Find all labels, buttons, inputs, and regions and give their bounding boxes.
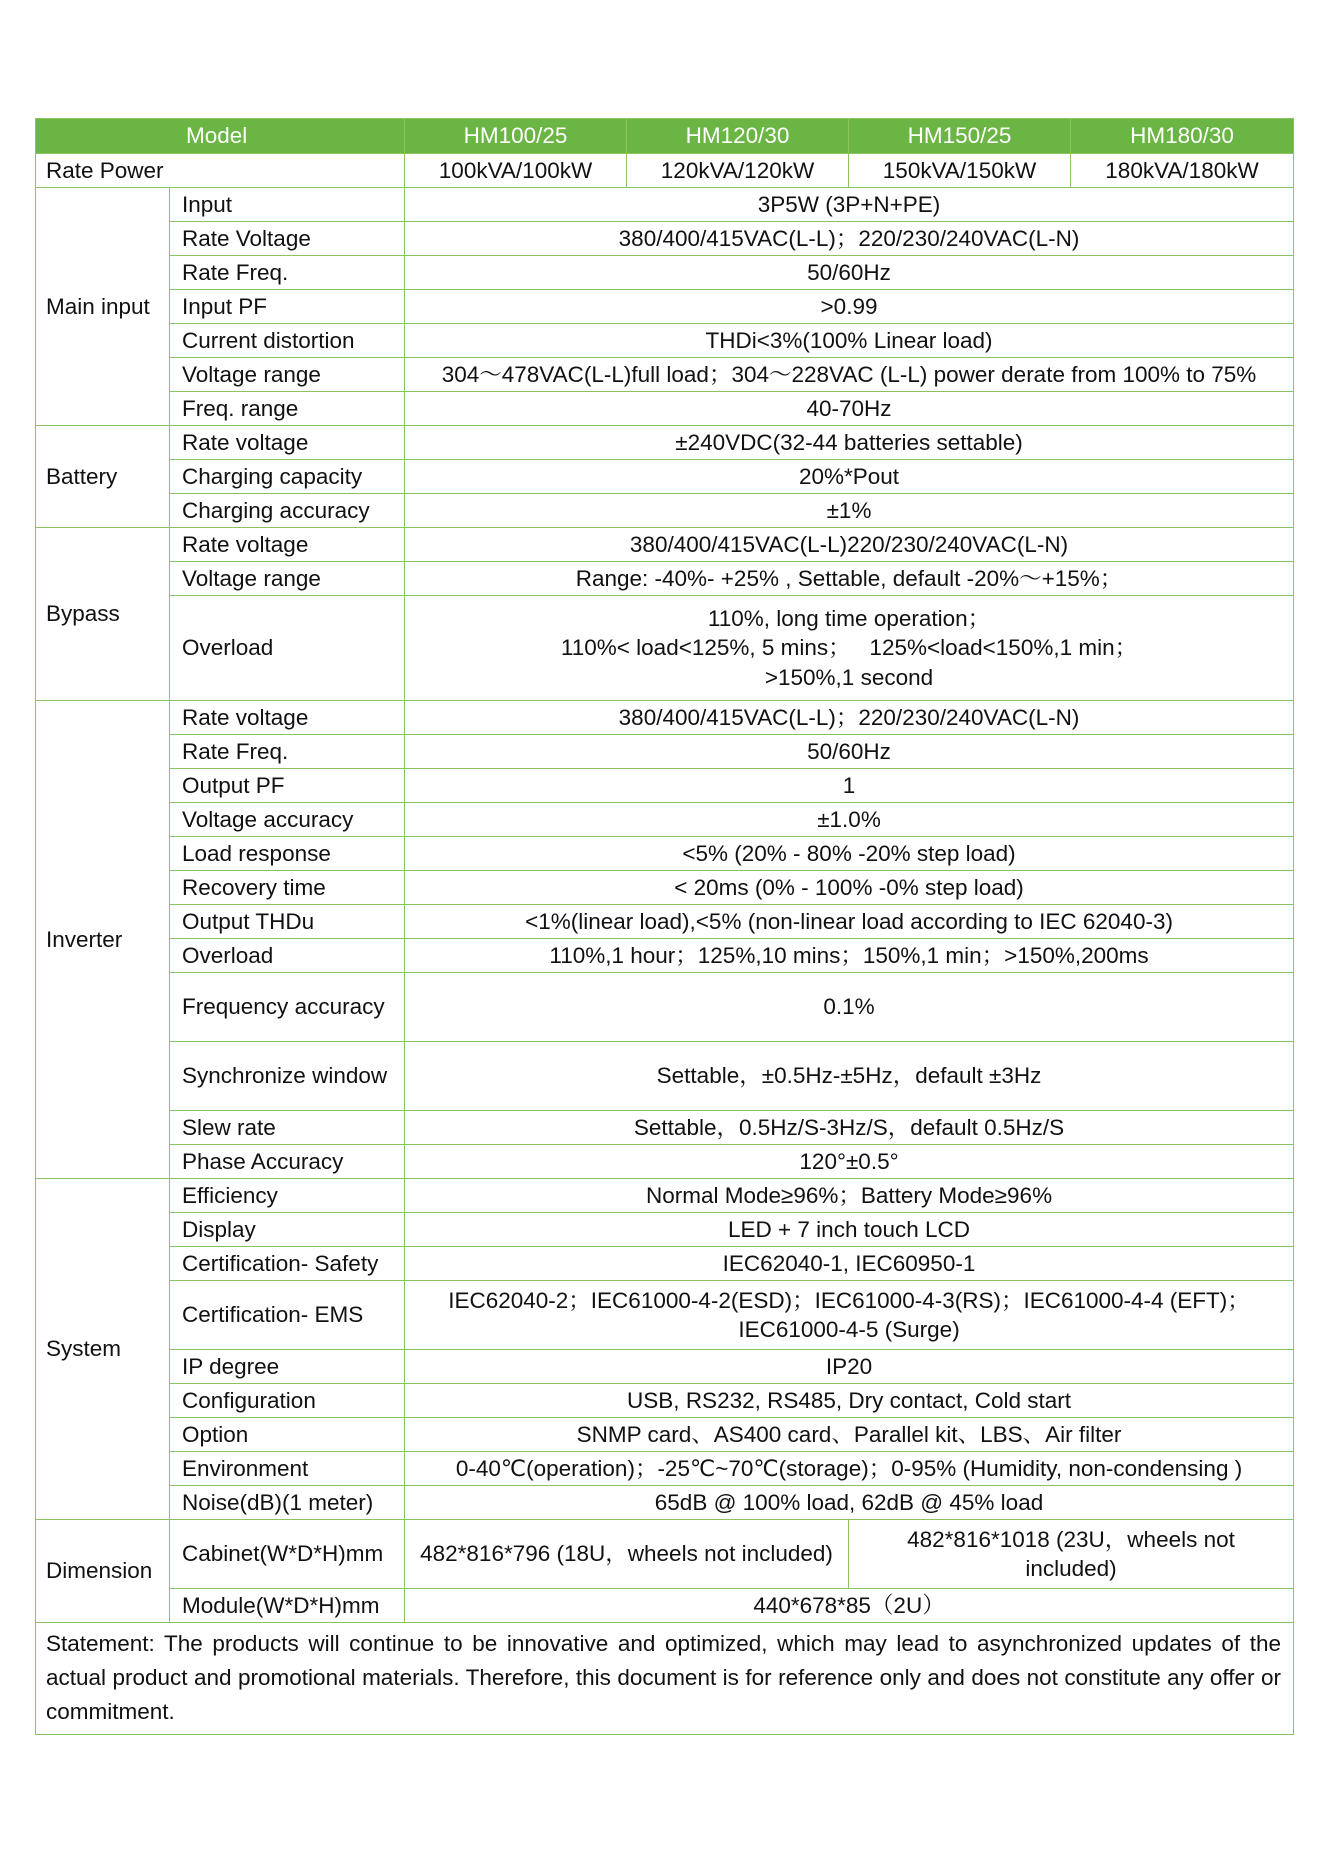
param-value: IEC62040-1, IEC60950-1 — [405, 1247, 1294, 1281]
param-label: Output THDu — [170, 905, 405, 939]
spec-row — [36, 222, 1294, 256]
param-value: 380/400/415VAC(L-L)220/230/240VAC(L-N) — [405, 528, 1294, 562]
spec-row — [36, 939, 1294, 973]
model-hm120-30: HM120/30 — [627, 119, 849, 154]
spec-row — [36, 596, 1294, 701]
cabinet-value-large: 482*816*1018 (23U，wheels not included) — [849, 1520, 1294, 1589]
spec-row — [36, 1589, 1294, 1623]
param-label: Efficiency — [170, 1179, 405, 1213]
spec-row — [36, 1486, 1294, 1520]
spec-row — [36, 460, 1294, 494]
spec-row — [36, 871, 1294, 905]
param-label: Input — [170, 188, 405, 222]
spec-row — [36, 837, 1294, 871]
rate-power-value: 180kVA/180kW — [1071, 154, 1294, 188]
param-value: IP20 — [405, 1350, 1294, 1384]
param-label: Charging capacity — [170, 460, 405, 494]
category-main-input: Main input — [36, 188, 170, 426]
spec-row — [36, 494, 1294, 528]
param-value: 0-40℃(operation)；-25℃~70℃(storage)；0-95% (Humidity, non-condensing ) — [405, 1452, 1294, 1486]
param-value: 20%*Pout — [405, 460, 1294, 494]
param-label — [170, 1042, 405, 1111]
spec-row — [36, 256, 1294, 290]
model-hm180-30: HM180/30 — [1071, 119, 1294, 154]
spec-row — [36, 290, 1294, 324]
param-value: ±1% — [405, 494, 1294, 528]
param-value: 50/60Hz — [405, 735, 1294, 769]
spec-row — [36, 701, 1294, 735]
param-value: 304～478VAC(L-L)full load；304～228VAC (L-L) power derate from 100% to 75% — [405, 358, 1294, 392]
param-value: 0.1% — [405, 973, 1294, 1042]
param-value: 1 — [405, 769, 1294, 803]
param-value: Settable，±0.5Hz-±5Hz，default ±3Hz — [405, 1042, 1294, 1111]
spec-row — [36, 905, 1294, 939]
param-value: 440*678*85（2U） — [405, 1589, 1294, 1623]
param-label: Overload — [170, 596, 405, 701]
spec-row — [36, 1418, 1294, 1452]
param-value: 40-70Hz — [405, 392, 1294, 426]
spec-row — [36, 1281, 1294, 1350]
value-line: IEC62040-2；IEC61000-4-2(ESD)；IEC61000-4-3(RS)；IEC61000-4-4 (EFT)； — [448, 1287, 1250, 1313]
param-value: 380/400/415VAC(L-L)；220/230/240VAC(L-N) — [405, 701, 1294, 735]
category-dimension: Dimension — [36, 1520, 170, 1623]
param-value: 120°±0.5° — [405, 1145, 1294, 1179]
param-label: Rate voltage — [170, 426, 405, 460]
statement-row — [36, 1623, 1294, 1735]
rate-power-label: Rate Power — [36, 154, 405, 188]
param-value: 110%,1 hour；125%,10 mins；150%,1 min；>150%,200ms — [405, 939, 1294, 973]
param-line: accuracy — [294, 994, 385, 1020]
param-label: Display — [170, 1213, 405, 1247]
param-label: Input PF — [170, 290, 405, 324]
param-value: 380/400/415VAC(L-L)；220/230/240VAC(L-N) — [405, 222, 1294, 256]
param-label: Certification- EMS — [170, 1281, 405, 1350]
param-label: Environment — [170, 1452, 405, 1486]
param-label: Voltage range — [170, 358, 405, 392]
param-value: SNMP card、AS400 card、Parallel kit、LBS、Air filter — [405, 1418, 1294, 1452]
param-value: <5% (20% - 80% -20% step load) — [405, 837, 1294, 871]
param-label: Freq. range — [170, 392, 405, 426]
param-label: Rate Freq. — [170, 735, 405, 769]
spec-row — [36, 1111, 1294, 1145]
param-label: Voltage accuracy — [170, 803, 405, 837]
param-label: Charging accuracy — [170, 494, 405, 528]
param-label: Option — [170, 1418, 405, 1452]
param-label: Cabinet(W*D*H)mm — [170, 1520, 405, 1589]
param-label: Configuration — [170, 1384, 405, 1418]
param-label: Certification- Safety — [170, 1247, 405, 1281]
spec-row — [36, 1247, 1294, 1281]
param-value: < 20ms (0% - 100% -0% step load) — [405, 871, 1294, 905]
spec-table — [35, 118, 1294, 1735]
param-value — [405, 596, 1294, 701]
param-label — [170, 973, 405, 1042]
param-value — [405, 1281, 1294, 1350]
value-line: 110%, long time operation； — [707, 606, 991, 632]
param-value: THDi<3%(100% Linear load) — [405, 324, 1294, 358]
value-line: IEC61000-4-5 (Surge) — [738, 1317, 960, 1342]
spec-row — [36, 1145, 1294, 1179]
spec-row — [36, 803, 1294, 837]
rate-power-value: 100kVA/100kW — [405, 154, 627, 188]
param-label: Recovery time — [170, 871, 405, 905]
param-value: <1%(linear load),<5% (non-linear load according to IEC 62040-3) — [405, 905, 1294, 939]
spec-row — [36, 1350, 1294, 1384]
value-line: 110%< load<125%, 5 mins； 125%<load<150%,1 min； — [560, 635, 1138, 661]
spec-row — [36, 1452, 1294, 1486]
param-label: IP degree — [170, 1350, 405, 1384]
spec-row — [36, 1384, 1294, 1418]
spec-row — [36, 562, 1294, 596]
param-value: >0.99 — [405, 290, 1294, 324]
category-bypass: Bypass — [36, 528, 170, 701]
spec-row — [36, 973, 1294, 1042]
param-label: Output PF — [170, 769, 405, 803]
spec-row — [36, 426, 1294, 460]
param-label: Overload — [170, 939, 405, 973]
value-line: >150%,1 second — [764, 664, 934, 690]
param-line: window — [312, 1063, 388, 1089]
param-value: ±1.0% — [405, 803, 1294, 837]
rate-power-value: 150kVA/150kW — [849, 154, 1071, 188]
spec-row — [36, 769, 1294, 803]
spec-row — [36, 1213, 1294, 1247]
category-system: System — [36, 1179, 170, 1520]
param-value: Settable，0.5Hz/S-3Hz/S，default 0.5Hz/S — [405, 1111, 1294, 1145]
param-label: Current distortion — [170, 324, 405, 358]
category-battery: Battery — [36, 426, 170, 528]
cabinet-value-small: 482*816*796 (18U，wheels not included) — [405, 1520, 849, 1589]
param-value: ±240VDC(32-44 batteries settable) — [405, 426, 1294, 460]
spec-row — [36, 1042, 1294, 1111]
param-value: Normal Mode≥96%；Battery Mode≥96% — [405, 1179, 1294, 1213]
category-inverter: Inverter — [36, 701, 170, 1179]
rate-power-row — [36, 154, 1294, 188]
spec-row — [36, 324, 1294, 358]
spec-row — [36, 188, 1294, 222]
spec-row — [36, 1179, 1294, 1213]
model-header: Model — [36, 119, 405, 154]
header-row — [36, 119, 1294, 154]
spec-row — [36, 735, 1294, 769]
param-label: Rate Freq. — [170, 256, 405, 290]
param-label: Phase Accuracy — [170, 1145, 405, 1179]
param-value: 65dB @ 100% load, 62dB @ 45% load — [405, 1486, 1294, 1520]
param-label: Rate Voltage — [170, 222, 405, 256]
param-label: Load response — [170, 837, 405, 871]
param-value: Range: -40%- +25% , Settable, default -20%～+15%； — [405, 562, 1294, 596]
param-label: Module(W*D*H)mm — [170, 1589, 405, 1623]
statement-text: Statement: The products will continue to be innovative and optimized, which may lead to asynchronized updates of the actual product and promotional materials. Therefore, this document is for reference only and does not constitute any offer or commitment. — [36, 1623, 1294, 1735]
spec-row — [36, 358, 1294, 392]
model-hm150-25: HM150/25 — [849, 119, 1071, 154]
spec-row — [36, 1520, 1294, 1589]
param-value: USB, RS232, RS485, Dry contact, Cold start — [405, 1384, 1294, 1418]
param-label: Slew rate — [170, 1111, 405, 1145]
param-line: Frequency — [182, 994, 289, 1020]
param-label: Rate voltage — [170, 528, 405, 562]
rate-power-value: 120kVA/120kW — [627, 154, 849, 188]
model-hm100-25: HM100/25 — [405, 119, 627, 154]
param-label: Noise(dB)(1 meter) — [170, 1486, 405, 1520]
param-value: 50/60Hz — [405, 256, 1294, 290]
param-value: LED + 7 inch touch LCD — [405, 1213, 1294, 1247]
param-label: Voltage range — [170, 562, 405, 596]
param-value: 3P5W (3P+N+PE) — [405, 188, 1294, 222]
spec-row — [36, 392, 1294, 426]
param-label: Rate voltage — [170, 701, 405, 735]
param-line: Synchronize — [182, 1063, 306, 1089]
spec-row — [36, 528, 1294, 562]
